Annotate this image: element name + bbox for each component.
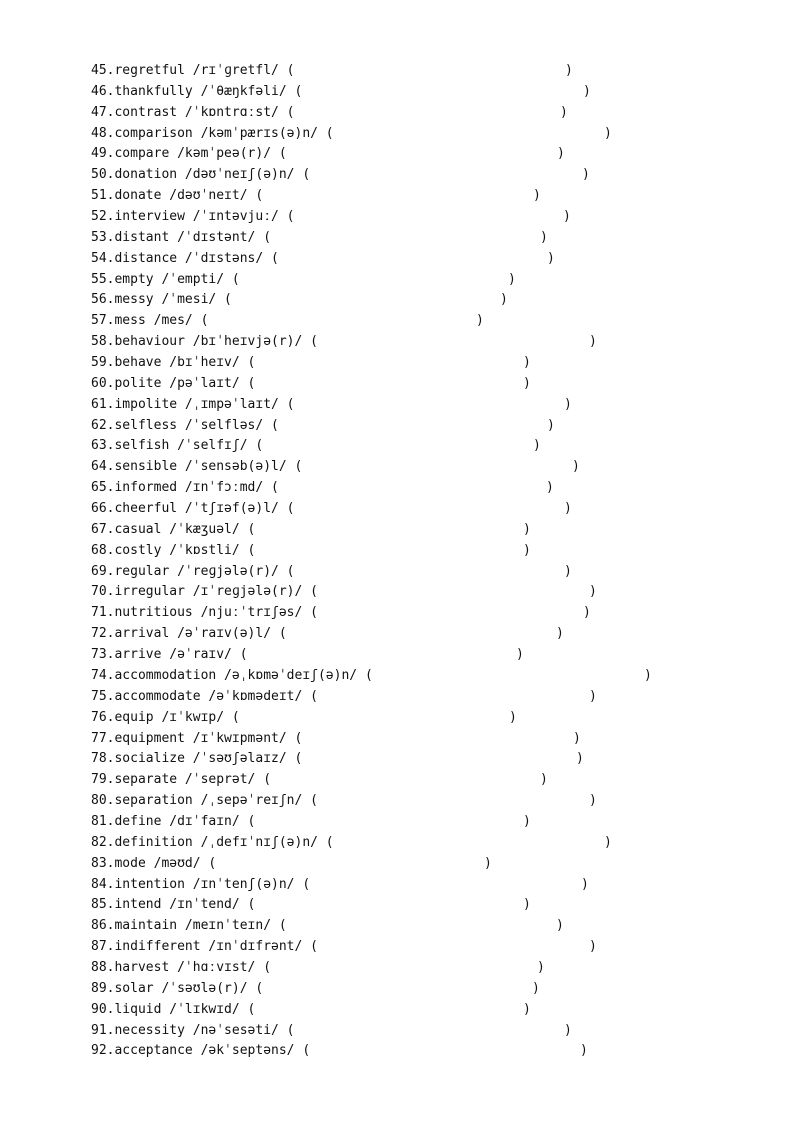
item-number: 76. (91, 709, 115, 725)
item-number: 67. (91, 521, 115, 537)
answer-blank-close-paren: ) (557, 146, 565, 162)
answer-blank-close-paren: ) (582, 167, 590, 183)
word-with-phonetic: acceptance /əkˈseptəns/ ( (114, 1043, 311, 1059)
item-number: 55. (91, 271, 115, 287)
item-number: 52. (91, 209, 115, 225)
word-with-phonetic: empty /ˈempti/ ( (114, 271, 240, 287)
answer-blank-close-paren: ) (583, 83, 591, 99)
word-with-phonetic: sensible /ˈsensəb(ə)l/ ( (114, 459, 303, 475)
answer-blank-close-paren: ) (547, 250, 555, 266)
answer-blank-close-paren: ) (537, 959, 545, 975)
vocab-item (91, 624, 564, 645)
item-number: 59. (91, 355, 115, 371)
word-with-phonetic: selfish /ˈselfɪʃ/ ( (114, 438, 264, 454)
vocab-item (91, 103, 568, 124)
vocab-item (91, 541, 531, 562)
vocab-item (91, 729, 581, 750)
word-with-phonetic: maintain /meɪnˈteɪn/ ( (114, 918, 287, 934)
answer-blank-close-paren: ) (533, 188, 541, 204)
answer-blank-close-paren: ) (589, 939, 597, 955)
word-with-phonetic: separate /ˈseprət/ ( (114, 772, 272, 788)
vocab-item (91, 436, 541, 457)
vocab-item (91, 916, 564, 937)
answer-blank-close-paren: ) (523, 1001, 531, 1017)
item-number: 61. (91, 396, 115, 412)
item-number: 45. (91, 63, 115, 78)
vocab-item (91, 165, 590, 186)
vocab-item (91, 708, 517, 729)
item-number: 87. (91, 939, 115, 955)
answer-blank-close-paren: ) (644, 667, 652, 683)
item-number: 86. (91, 918, 115, 934)
vocab-item (91, 499, 572, 520)
answer-blank-close-paren: ) (576, 751, 584, 767)
item-number: 62. (91, 417, 115, 433)
item-number: 90. (91, 1001, 115, 1017)
item-number: 46. (91, 83, 115, 99)
vocab-item (91, 1021, 572, 1042)
vocab-item (91, 603, 591, 624)
answer-blank-close-paren: ) (564, 396, 572, 412)
item-number: 84. (91, 876, 115, 892)
item-number: 71. (91, 605, 115, 621)
answer-blank-close-paren: ) (589, 334, 597, 350)
word-with-phonetic: costly /ˈkɒstli/ ( (114, 542, 256, 558)
word-with-phonetic: accommodation /əˌkɒməˈdeɪʃ(ə)n/ ( (114, 667, 373, 683)
word-with-phonetic: impolite /ˌɪmpəˈlaɪt/ ( (114, 396, 295, 412)
word-with-phonetic: irregular /ɪˈreɡjələ(r)/ ( (114, 584, 318, 600)
word-with-phonetic: distant /ˈdɪstənt/ ( (114, 229, 272, 245)
vocab-item (91, 270, 516, 291)
vocab-item (91, 895, 531, 916)
word-with-phonetic: regretful /rɪˈɡretfl/ ( (114, 63, 295, 78)
answer-blank-close-paren: ) (523, 355, 531, 371)
word-with-phonetic: cheerful /ˈtʃɪəf(ə)l/ ( (114, 501, 295, 517)
vocab-item (91, 249, 555, 270)
item-number: 73. (91, 647, 115, 663)
word-with-phonetic: definition /ˌdefɪˈnɪʃ(ə)n/ ( (114, 834, 334, 850)
word-with-phonetic: messy /ˈmesi/ ( (114, 292, 232, 308)
vocab-item (91, 124, 612, 145)
answer-blank-close-paren: ) (583, 605, 591, 621)
answer-blank-close-paren: ) (484, 855, 492, 871)
vocab-item (91, 478, 554, 499)
answer-blank-close-paren: ) (589, 584, 597, 600)
vocab-item (91, 228, 548, 249)
vocab-item (91, 812, 531, 833)
item-number: 68. (91, 542, 115, 558)
item-number: 89. (91, 980, 115, 996)
item-number: 85. (91, 897, 115, 913)
item-number: 66. (91, 501, 115, 517)
word-with-phonetic: selfless /ˈselfləs/ ( (114, 417, 279, 433)
word-with-phonetic: liquid /ˈlɪkwɪd/ ( (114, 1001, 256, 1017)
word-with-phonetic: informed /ɪnˈfɔːmd/ ( (114, 480, 279, 496)
word-with-phonetic: mode /məʊd/ ( (114, 855, 217, 871)
word-with-phonetic: socialize /ˈsəʊʃəlaɪz/ ( (114, 751, 303, 767)
word-with-phonetic: thankfully /ˈθæŋkfəli/ ( (114, 83, 303, 99)
answer-blank-close-paren: ) (546, 480, 554, 496)
vocabulary-list (91, 61, 652, 1062)
item-number: 51. (91, 188, 115, 204)
item-number: 57. (91, 313, 115, 329)
vocab-item (91, 791, 597, 812)
vocab-item (91, 666, 652, 687)
vocab-item (91, 833, 612, 854)
answer-blank-close-paren: ) (500, 292, 508, 308)
word-with-phonetic: equipment /ɪˈkwɪpmənt/ ( (114, 730, 303, 746)
vocab-item (91, 82, 591, 103)
word-with-phonetic: nutritious /njuːˈtrɪʃəs/ ( (114, 605, 318, 621)
answer-blank-close-paren: ) (523, 375, 531, 391)
vocab-item (91, 520, 531, 541)
item-number: 54. (91, 250, 115, 266)
answer-blank-close-paren: ) (604, 834, 612, 850)
word-with-phonetic: donation /dəʊˈneɪʃ(ə)n/ ( (114, 167, 311, 183)
item-number: 77. (91, 730, 115, 746)
item-number: 60. (91, 375, 115, 391)
word-with-phonetic: comparison /kəmˈpærɪs(ə)n/ ( (114, 125, 334, 141)
answer-blank-close-paren: ) (533, 438, 541, 454)
word-with-phonetic: indifferent /ɪnˈdɪfrənt/ ( (114, 939, 318, 955)
vocab-item (91, 582, 597, 603)
answer-blank-close-paren: ) (572, 459, 580, 475)
answer-blank-close-paren: ) (516, 647, 524, 663)
answer-blank-close-paren: ) (540, 772, 548, 788)
answer-blank-close-paren: ) (556, 918, 564, 934)
vocab-item (91, 937, 597, 958)
item-number: 91. (91, 1022, 115, 1038)
item-number: 58. (91, 334, 115, 350)
vocab-item (91, 290, 508, 311)
word-with-phonetic: separation /ˌsepəˈreɪʃn/ ( (114, 793, 318, 809)
answer-blank-close-paren: ) (581, 876, 589, 892)
word-with-phonetic: behave /bɪˈheɪv/ ( (114, 355, 256, 371)
vocab-item (91, 61, 573, 82)
vocab-item (91, 186, 541, 207)
answer-blank-close-paren: ) (523, 813, 531, 829)
word-with-phonetic: casual /ˈkæʒuəl/ ( (114, 521, 256, 537)
item-number: 82. (91, 834, 115, 850)
vocab-item (91, 395, 572, 416)
answer-blank-close-paren: ) (589, 793, 597, 809)
answer-blank-close-paren: ) (547, 417, 555, 433)
item-number: 80. (91, 793, 115, 809)
answer-blank-close-paren: ) (532, 980, 540, 996)
vocab-item (91, 749, 584, 770)
answer-blank-close-paren: ) (523, 897, 531, 913)
item-number: 50. (91, 167, 115, 183)
answer-blank-close-paren: ) (509, 709, 517, 725)
answer-blank-close-paren: ) (476, 313, 484, 329)
word-with-phonetic: distance /ˈdɪstəns/ ( (114, 250, 279, 266)
answer-blank-close-paren: ) (589, 688, 597, 704)
vocab-item (91, 1000, 531, 1021)
vocab-item (91, 457, 580, 478)
word-with-phonetic: donate /dəʊˈneɪt/ ( (114, 188, 264, 204)
answer-blank-close-paren: ) (604, 125, 612, 141)
word-with-phonetic: contrast /ˈkɒntrɑːst/ ( (114, 104, 295, 120)
word-with-phonetic: intention /ɪnˈtenʃ(ə)n/ ( (114, 876, 311, 892)
item-number: 78. (91, 751, 115, 767)
word-with-phonetic: arrival /əˈraɪv(ə)l/ ( (114, 626, 287, 642)
vocab-item (91, 207, 571, 228)
item-number: 72. (91, 626, 115, 642)
item-number: 53. (91, 229, 115, 245)
vocab-item (91, 854, 492, 875)
item-number: 70. (91, 584, 115, 600)
item-number: 47. (91, 104, 115, 120)
item-number: 64. (91, 459, 115, 475)
answer-blank-close-paren: ) (523, 542, 531, 558)
vocab-item (91, 958, 545, 979)
word-with-phonetic: intend /ɪnˈtend/ ( (114, 897, 256, 913)
vocab-item (91, 1041, 588, 1062)
vocab-item (91, 875, 589, 896)
word-with-phonetic: interview /ˈɪntəvjuː/ ( (114, 209, 295, 225)
word-with-phonetic: solar /ˈsəʊlə(r)/ ( (114, 980, 264, 996)
item-number: 74. (91, 667, 115, 683)
word-with-phonetic: necessity /nəˈsesəti/ ( (114, 1022, 295, 1038)
vocab-item (91, 353, 531, 374)
item-number: 63. (91, 438, 115, 454)
answer-blank-close-paren: ) (565, 63, 573, 78)
vocab-item (91, 645, 524, 666)
item-number: 49. (91, 146, 115, 162)
item-number: 79. (91, 772, 115, 788)
item-number: 48. (91, 125, 115, 141)
word-with-phonetic: polite /pəˈlaɪt/ ( (114, 375, 256, 391)
word-with-phonetic: compare /kəmˈpeə(r)/ ( (114, 146, 287, 162)
word-with-phonetic: define /dɪˈfaɪn/ ( (114, 813, 256, 829)
word-with-phonetic: accommodate /əˈkɒmədeɪt/ ( (114, 688, 318, 704)
answer-blank-close-paren: ) (556, 626, 564, 642)
answer-blank-close-paren: ) (560, 104, 568, 120)
answer-blank-close-paren: ) (580, 1043, 588, 1059)
vocab-item (91, 332, 597, 353)
word-with-phonetic: harvest /ˈhɑːvɪst/ ( (114, 959, 272, 975)
answer-blank-close-paren: ) (564, 1022, 572, 1038)
word-with-phonetic: mess /mes/ ( (114, 313, 209, 329)
answer-blank-close-paren: ) (564, 563, 572, 579)
vocab-item (91, 416, 555, 437)
vocab-item (91, 374, 531, 395)
answer-blank-close-paren: ) (564, 501, 572, 517)
answer-blank-close-paren: ) (523, 521, 531, 537)
answer-blank-close-paren: ) (540, 229, 548, 245)
item-number: 88. (91, 959, 115, 975)
answer-blank-close-paren: ) (573, 730, 581, 746)
vocab-item (91, 311, 484, 332)
answer-blank-close-paren: ) (508, 271, 516, 287)
word-with-phonetic: behaviour /bɪˈheɪvjə(r)/ ( (114, 334, 318, 350)
item-number: 75. (91, 688, 115, 704)
item-number: 65. (91, 480, 115, 496)
vocab-item (91, 770, 548, 791)
vocab-item (91, 144, 565, 165)
item-number: 83. (91, 855, 115, 871)
item-number: 56. (91, 292, 115, 308)
word-with-phonetic: arrive /əˈraɪv/ ( (114, 647, 248, 663)
vocab-item (91, 687, 597, 708)
item-number: 69. (91, 563, 115, 579)
vocab-item (91, 562, 572, 583)
vocab-item (91, 979, 540, 1000)
answer-blank-close-paren: ) (563, 209, 571, 225)
word-with-phonetic: equip /ɪˈkwɪp/ ( (114, 709, 240, 725)
item-number: 92. (91, 1043, 115, 1059)
word-with-phonetic: regular /ˈreɡjələ(r)/ ( (114, 563, 295, 579)
item-number: 81. (91, 813, 115, 829)
